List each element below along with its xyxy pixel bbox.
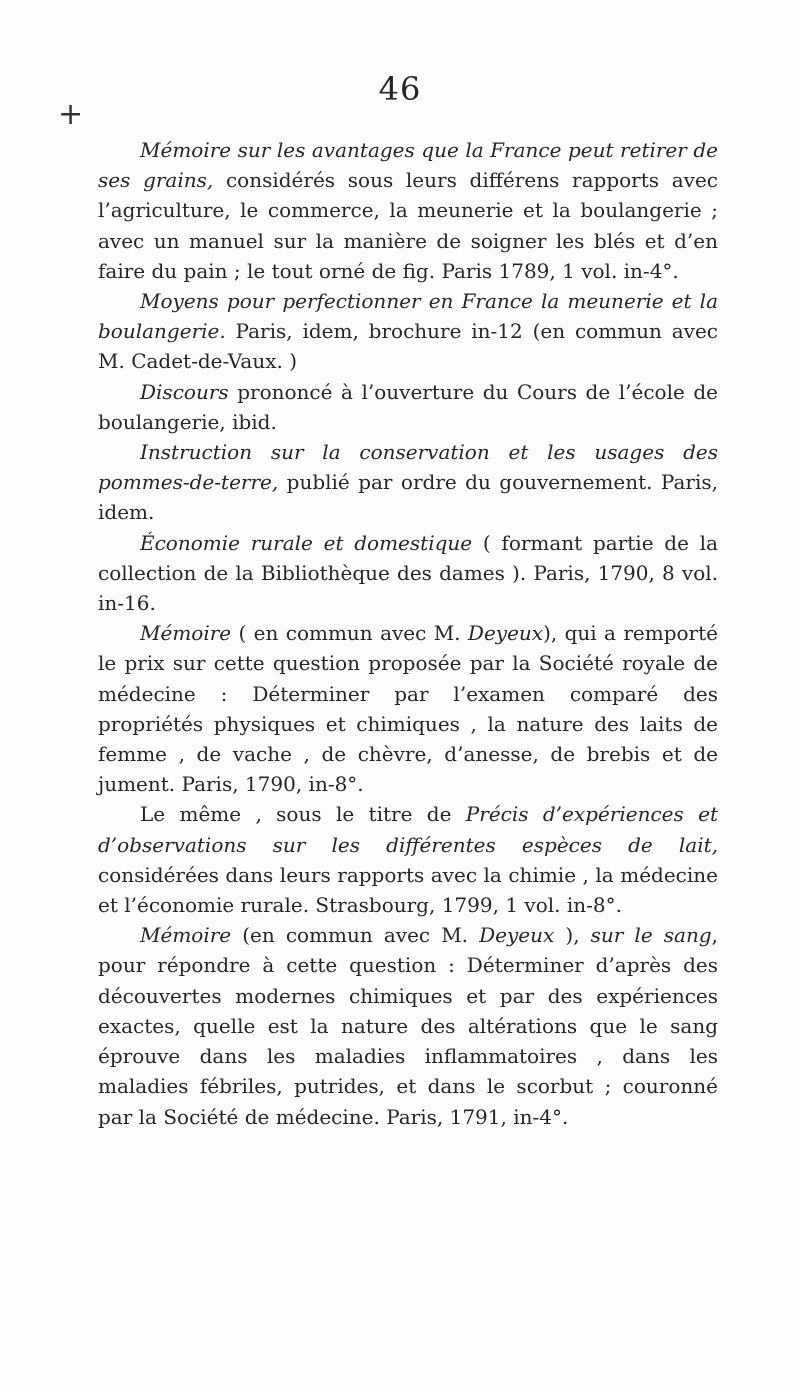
entry-text: (en commun avec M. — [231, 923, 480, 948]
bibliography-entry — [98, 286, 718, 377]
entry-subject: sur le sang — [590, 923, 712, 948]
entry-title: Discours — [140, 379, 229, 404]
entry-text: publié par ordre du gouvernement. Paris, idem. — [98, 470, 718, 525]
bibliography-text — [98, 135, 718, 1132]
entry-text: Paris, idem, brochure in-12 (en commun avec M. Cadet-de-Vaux. ) — [98, 319, 718, 374]
entry-text: ( formant partie de la collection de la Bibliothèque des dames ). Paris, 1790, 8 vol. in-16. — [98, 530, 718, 616]
entry-title: Instruction sur la conservation et les usages des pommes-de-terre, — [98, 440, 718, 495]
bibliography-entry — [98, 799, 718, 920]
entry-text: ), — [554, 923, 591, 948]
entry-text: considérées dans leurs rapports avec la chimie , la médecine et l’économie rurale. Strasbourg, 1799, 1 vol. in-8°. — [98, 862, 718, 918]
author-name: Deyeux — [467, 621, 544, 646]
bibliography-entry — [98, 135, 718, 286]
bibliography-entry — [98, 528, 718, 619]
bibliography-entry — [98, 920, 718, 1131]
bibliography-entry — [98, 437, 718, 528]
bibliography-entry — [98, 377, 718, 437]
entry-title: Mémoire — [140, 621, 232, 646]
page-number: 46 — [378, 70, 422, 108]
entry-title: Mémoire — [140, 923, 232, 948]
entry-text: Le même , sous le titre de — [140, 802, 466, 827]
author-name: Deyeux — [479, 923, 555, 948]
entry-text: prononcé à l’ouverture du Cours de l’école de boulangerie, ibid. — [98, 379, 718, 434]
bibliography-entry — [98, 618, 718, 799]
entry-text: ), qui a remporté le prix sur cette question proposée par la Société royale de médecine : Déterminer par l’examen comparé des propriétés physiques et chimiques , la nature des laits de femme , de vache , de chèvre, d’anesse, de brebis et de jument. Paris, 1790, in-8°. — [98, 621, 718, 797]
margin-mark: + — [58, 97, 84, 132]
entry-text: considérés sous leurs différens rapports avec l’agriculture, le commerce, la meunerie et la boulangerie ; avec un manuel sur la manière de soigner les blés et d’en faire du pain ; le tout orné de fig. Paris 1789, 1 vol. in-4°. — [98, 168, 719, 283]
entry-title: Mémoire sur les avantages que la France peut retirer de ses grains, — [98, 138, 718, 193]
entry-title: Moyens pour perfectionner en France la meunerie et la boulangerie. — [98, 289, 718, 344]
entry-title: Précis d’expériences et d’observations sur les différentes espèces de lait, — [98, 802, 718, 857]
entry-title: Économie rurale et domestique — [140, 530, 473, 555]
entry-text: ( en commun avec M. — [231, 621, 468, 646]
entry-text: , pour répondre à cette question : Déterminer d’après des découvertes modernes chimiques et par des expériences exactes, quelle est la nature des altérations que le sang éprouve dans les maladies inflammatoires , dans les maladies fébriles, putrides, et dans le scorbut ; couronné par la Société de médecine. Paris, 1791, in-4°. — [98, 923, 718, 1129]
